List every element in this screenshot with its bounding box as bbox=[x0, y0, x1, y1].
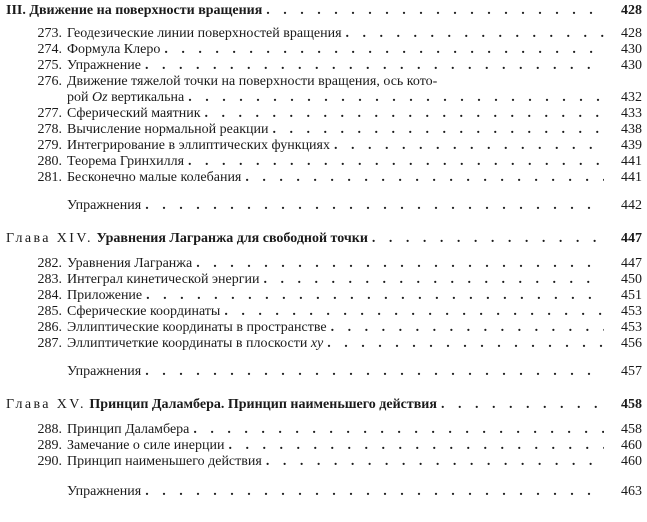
chapter-heading bbox=[0, 232, 368, 246]
toc-section-iii bbox=[0, 4, 647, 18]
page-number: 463 bbox=[621, 484, 642, 499]
toc-entry bbox=[0, 273, 647, 287]
page-number: 430 bbox=[621, 42, 642, 57]
toc-entry bbox=[0, 75, 647, 89]
entry-title: Бесконечно малые колебания bbox=[67, 170, 242, 185]
chapter-prefix: Глава XIV. bbox=[6, 231, 93, 246]
dot-leader bbox=[145, 485, 604, 499]
toc-chapter-xv bbox=[0, 398, 647, 412]
dot-leader bbox=[346, 27, 604, 41]
entry-title: Эллиптичеткие координаты в плоскости xy bbox=[67, 336, 324, 351]
dot-leader bbox=[146, 289, 604, 303]
entry-number: 284. bbox=[37, 288, 62, 303]
entry-number: 279. bbox=[37, 138, 62, 153]
exercises-title: Упражнения bbox=[67, 484, 142, 499]
page-number: 460 bbox=[621, 438, 642, 453]
toc-entry bbox=[0, 27, 647, 41]
page-number: 458 bbox=[621, 397, 642, 412]
page-number: 438 bbox=[621, 122, 642, 137]
entry-number: 287. bbox=[37, 336, 62, 351]
entry-number: 283. bbox=[37, 272, 62, 287]
toc-entry bbox=[0, 423, 647, 437]
toc-entry bbox=[0, 171, 647, 185]
entry-number: 282. bbox=[37, 256, 62, 271]
dot-leader bbox=[145, 199, 604, 213]
entry-title: Интеграл кинетической энергии bbox=[67, 272, 260, 287]
entry-title: Упражнение bbox=[67, 58, 141, 73]
page-number: 439 bbox=[621, 138, 642, 153]
entry-title: Геодезические линии поверхностей вращения bbox=[67, 26, 342, 41]
entry-title: Интегрирование в эллиптических функциях bbox=[67, 138, 330, 153]
page-number: 453 bbox=[621, 304, 642, 319]
dot-leader bbox=[205, 107, 604, 121]
page-number: 447 bbox=[621, 231, 642, 246]
entry-number: 286. bbox=[37, 320, 62, 335]
page-number: 457 bbox=[621, 364, 642, 379]
toc-entry-continuation bbox=[0, 91, 647, 105]
dot-leader bbox=[229, 439, 605, 453]
entry-number: 273. bbox=[37, 26, 62, 41]
toc-entry bbox=[0, 59, 647, 73]
entry-title: Сферические координаты bbox=[67, 304, 221, 319]
dot-leader bbox=[145, 365, 604, 379]
toc-entry bbox=[0, 257, 647, 271]
dot-leader bbox=[196, 257, 604, 271]
chapter-heading bbox=[0, 398, 437, 412]
page-number: 442 bbox=[621, 198, 642, 213]
exercises-title: Упражнения bbox=[67, 364, 142, 379]
entry-title: Сферический маятник bbox=[67, 106, 201, 121]
entry-title: Принцип Даламбера bbox=[67, 422, 190, 437]
entry-title: Принцип наименьшего действия bbox=[67, 454, 262, 469]
entry-title-continuation: рой Oz вертикальна bbox=[67, 90, 185, 105]
chapter-title: Принцип Даламбера. Принцип наименьшего действия bbox=[89, 397, 437, 412]
dot-leader bbox=[331, 321, 604, 335]
dot-leader bbox=[188, 155, 604, 169]
page-number: 432 bbox=[621, 90, 642, 105]
page-number: 428 bbox=[621, 3, 642, 18]
dot-leader bbox=[193, 423, 604, 437]
dot-leader bbox=[188, 91, 604, 105]
entry-number: 278. bbox=[37, 122, 62, 137]
toc-entry bbox=[0, 289, 647, 303]
entry-title: Приложение bbox=[67, 288, 143, 303]
page-number: 460 bbox=[621, 454, 642, 469]
toc-exercises bbox=[0, 199, 647, 213]
page-number: 433 bbox=[621, 106, 642, 121]
entry-title: Теорема Гринхилля bbox=[67, 154, 185, 169]
toc-entry bbox=[0, 321, 647, 335]
dot-leader bbox=[263, 273, 604, 287]
entry-title: Уравнения Лагранжа bbox=[67, 256, 193, 271]
dot-leader bbox=[334, 139, 604, 153]
entry-title: Формула Клеро bbox=[67, 42, 161, 57]
toc-entry bbox=[0, 123, 647, 137]
entry-title: Эллиптические координаты в пространстве bbox=[67, 320, 327, 335]
math-variable: xy bbox=[310, 336, 324, 351]
dot-leader bbox=[441, 398, 604, 412]
entry-number: 277. bbox=[37, 106, 62, 121]
entry-number: 289. bbox=[37, 438, 62, 453]
dot-leader bbox=[164, 43, 604, 57]
section-title: III. Движение на поверхности вращения bbox=[6, 3, 263, 18]
chapter-title: Уравнения Лагранжа для свободной точки bbox=[96, 231, 368, 246]
toc-exercises bbox=[0, 365, 647, 379]
entry-title: Движение тяжелой точки на поверхности вращения, ось кото- bbox=[67, 74, 438, 89]
dot-leader bbox=[245, 171, 604, 185]
page-number: 458 bbox=[621, 422, 642, 437]
dot-leader bbox=[266, 4, 604, 18]
toc-entry bbox=[0, 439, 647, 453]
entry-title: Вычисление нормальной реакции bbox=[67, 122, 269, 137]
page-number: 441 bbox=[621, 154, 642, 169]
page-number: 456 bbox=[621, 336, 642, 351]
chapter-prefix: Глава XV. bbox=[6, 397, 86, 412]
page-number: 451 bbox=[621, 288, 642, 303]
entry-number: 285. bbox=[37, 304, 62, 319]
entry-number: 288. bbox=[37, 422, 62, 437]
entry-number: 274. bbox=[37, 42, 62, 57]
math-variable: Oz bbox=[92, 90, 108, 105]
toc-entry bbox=[0, 337, 647, 351]
dot-leader bbox=[372, 232, 604, 246]
page-number: 450 bbox=[621, 272, 642, 287]
toc-chapter-xiv bbox=[0, 232, 647, 246]
page-number: 441 bbox=[621, 170, 642, 185]
dot-leader bbox=[327, 337, 604, 351]
entry-number: 276. bbox=[37, 74, 62, 89]
dot-leader bbox=[145, 59, 604, 73]
page-number: 430 bbox=[621, 58, 642, 73]
exercises-title: Упражнения bbox=[67, 198, 142, 213]
dot-leader bbox=[266, 455, 604, 469]
page-number: 428 bbox=[621, 26, 642, 41]
entry-number: 275. bbox=[37, 58, 62, 73]
page-number: 453 bbox=[621, 320, 642, 335]
entry-number: 281. bbox=[37, 170, 62, 185]
page-number: 447 bbox=[621, 256, 642, 271]
toc-entry bbox=[0, 107, 647, 121]
toc-entry bbox=[0, 455, 647, 469]
entry-number: 280. bbox=[37, 154, 62, 169]
toc-exercises bbox=[0, 485, 647, 499]
toc-entry bbox=[0, 139, 647, 153]
toc-entry bbox=[0, 155, 647, 169]
toc-entry bbox=[0, 305, 647, 319]
entry-number: 290. bbox=[37, 454, 62, 469]
dot-leader bbox=[273, 123, 604, 137]
toc-entry bbox=[0, 43, 647, 57]
dot-leader bbox=[224, 305, 604, 319]
entry-title: Замечание о силе инерции bbox=[67, 438, 225, 453]
